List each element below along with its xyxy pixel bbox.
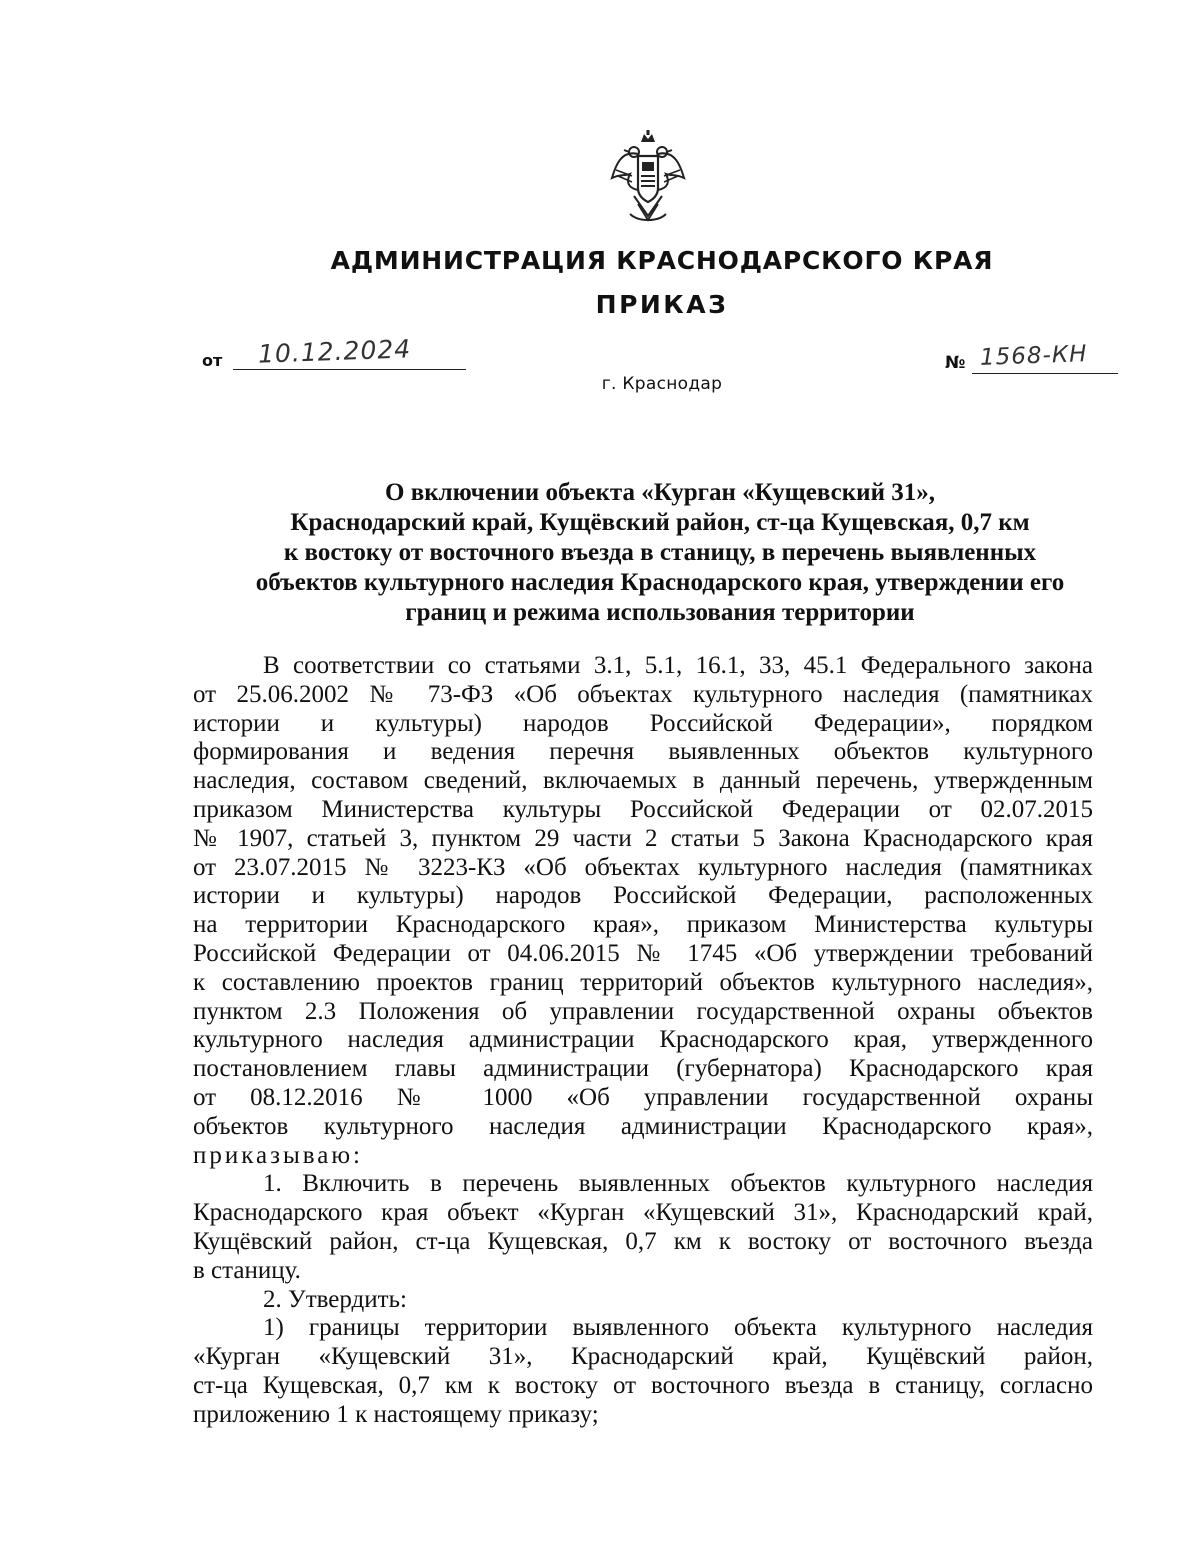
body-line: на территории Краснодарского края», приказом Министерства культуры bbox=[193, 911, 1093, 939]
title-line: Краснодарский край, Кущёвский район, ст-ца Кущевская, 0,7 км bbox=[290, 509, 1030, 536]
body-line: наследия, составом сведений, включаемых в данный перечень, утвержденным bbox=[193, 767, 1093, 795]
body-line: В соответствии со статьями 3.1, 5.1, 16.1, 33, 45.1 Федерального закона bbox=[263, 652, 1093, 679]
body-line: от 23.07.2015 № 3223-КЗ «Об объектах культурного наследия (памятниках bbox=[193, 853, 1093, 881]
body-line: пунктом 2.3 Положения об управлении государственной охраны объектов bbox=[193, 997, 1093, 1025]
number-label: № bbox=[945, 353, 966, 373]
organization-name: АДМИНИСТРАЦИЯ КРАСНОДАРСКОГО КРАЯ bbox=[330, 246, 994, 275]
date-label: от bbox=[202, 351, 223, 370]
title-line: к востоку от восточного въезда в станицу, в перечень выявленных bbox=[283, 539, 1037, 566]
body-line: Российской Федерации от 04.06.2015 № 1745 «Об утверждении требований bbox=[193, 939, 1093, 967]
body-line: истории и культуры) народов Российской Федерации, расположенных bbox=[193, 882, 1093, 910]
body-line: «Курган «Кущевский 31», Краснодарский край, Кущёвский район, bbox=[193, 1343, 1093, 1371]
document-body bbox=[193, 652, 1093, 1430]
body-line: ст-ца Кущевская, 0,7 км к востоку от восточного въезда в станицу, согласно bbox=[193, 1371, 1093, 1399]
body-line: № 1907, статьей 3, пунктом 29 части 2 статьи 5 Закона Краснодарского края bbox=[193, 824, 1093, 852]
date-underline bbox=[233, 369, 466, 370]
body-line: в станицу. bbox=[193, 1256, 301, 1284]
body-line: от 25.06.2002 № 73-ФЗ «Об объектах культурного наследия (памятниках bbox=[193, 680, 1093, 708]
body-line: формирования и ведения перечня выявленных объектов культурного bbox=[193, 738, 1093, 766]
title-line: объектов культурного наследия Краснодарского края, утверждении его bbox=[255, 569, 1065, 596]
body-line: 1) границы территории выявленного объекта культурного наследия bbox=[263, 1314, 1093, 1342]
body-line: культурного наследия администрации Краснодарского края, утвержденного bbox=[193, 1026, 1093, 1054]
city: г. Краснодар bbox=[601, 374, 723, 394]
body-line: Кущёвский район, ст-ца Кущевская, 0,7 км к востоку от восточного въезда bbox=[193, 1227, 1093, 1255]
document-title bbox=[180, 478, 1140, 628]
handwritten-date: 10.12.2024 bbox=[257, 334, 412, 369]
body-line: постановлением главы администрации (губернатора) Краснодарского края bbox=[193, 1055, 1093, 1083]
body-line: объектов культурного наследия администрации Краснодарского края», bbox=[193, 1112, 1093, 1140]
body-line: приложению 1 к настоящему приказу; bbox=[193, 1400, 599, 1428]
body-line: от 08.12.2016 № 1000 «Об управлении государственной охраны bbox=[193, 1083, 1093, 1111]
coat-of-arms-icon bbox=[608, 130, 688, 225]
body-line: Краснодарского края объект «Курган «Кущевский 31», Краснодарский край, bbox=[193, 1199, 1093, 1227]
handwritten-number: 1568-КН bbox=[979, 341, 1088, 371]
document-type: ПРИКАЗ bbox=[595, 290, 729, 319]
body-line: истории и культуры) народов Российской Федерации», порядком bbox=[193, 709, 1093, 737]
title-line: границ и режима использования территории bbox=[405, 599, 915, 626]
body-line-decree: приказываю: bbox=[193, 1141, 363, 1169]
title-line: О включении объекта «Курган «Кущевский 31», bbox=[385, 479, 935, 506]
body-line: 1. Включить в перечень выявленных объектов культурного наследия bbox=[263, 1170, 1093, 1198]
body-line: 2. Утвердить: bbox=[263, 1285, 407, 1313]
body-line: приказом Министерства культуры Российской Федерации от 02.07.2015 bbox=[193, 795, 1093, 823]
body-line: к составлению проектов границ территорий объектов культурного наследия», bbox=[193, 968, 1093, 996]
